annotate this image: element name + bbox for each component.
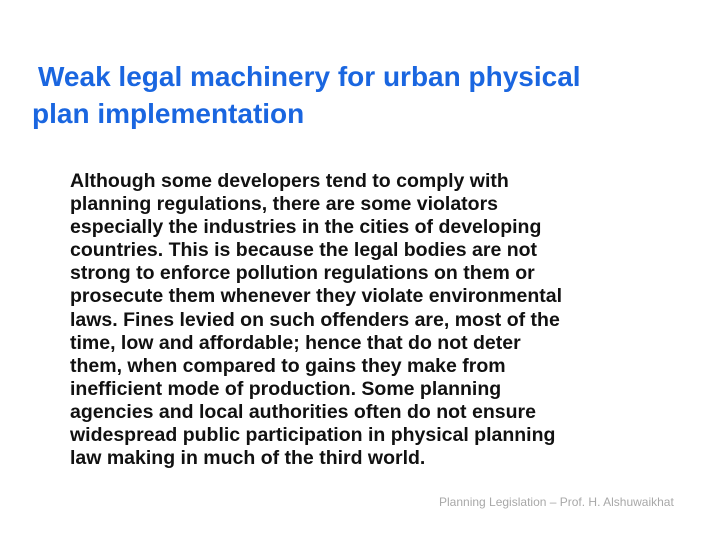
slide-body-text: [70, 170, 710, 470]
slide-footer: Planning Legislation – Prof. H. Alshuwaikhat: [439, 495, 674, 509]
body-line: prosecute them whenever they violate environmental: [70, 285, 562, 308]
body-line: them, when compared to gains they make from: [70, 354, 506, 377]
body-line: planning regulations, there are some violators: [70, 193, 499, 216]
slide-title-line: plan implementation: [32, 98, 305, 129]
body-line: time, low and affordable; hence that do not deter: [70, 331, 521, 354]
body-line: strong to enforce pollution regulations on them or: [70, 262, 535, 285]
slide-title: [32, 58, 692, 132]
body-line: inefficient mode of production. Some planning: [70, 377, 502, 400]
body-line: agencies and local authorities often do not ensure: [70, 400, 536, 423]
body-line: Although some developers tend to comply with: [70, 170, 509, 192]
body-line: especially the industries in the cities of developing: [70, 216, 542, 239]
body-line: laws. Fines levied on such offenders are, most of the: [70, 308, 560, 331]
body-line: countries. This is because the legal bodies are not: [70, 239, 538, 262]
body-line: law making in much of the third world.: [70, 447, 426, 470]
body-line: widespread public participation in physical planning: [70, 424, 556, 447]
slide-title-line: Weak legal machinery for urban physical: [38, 61, 581, 92]
